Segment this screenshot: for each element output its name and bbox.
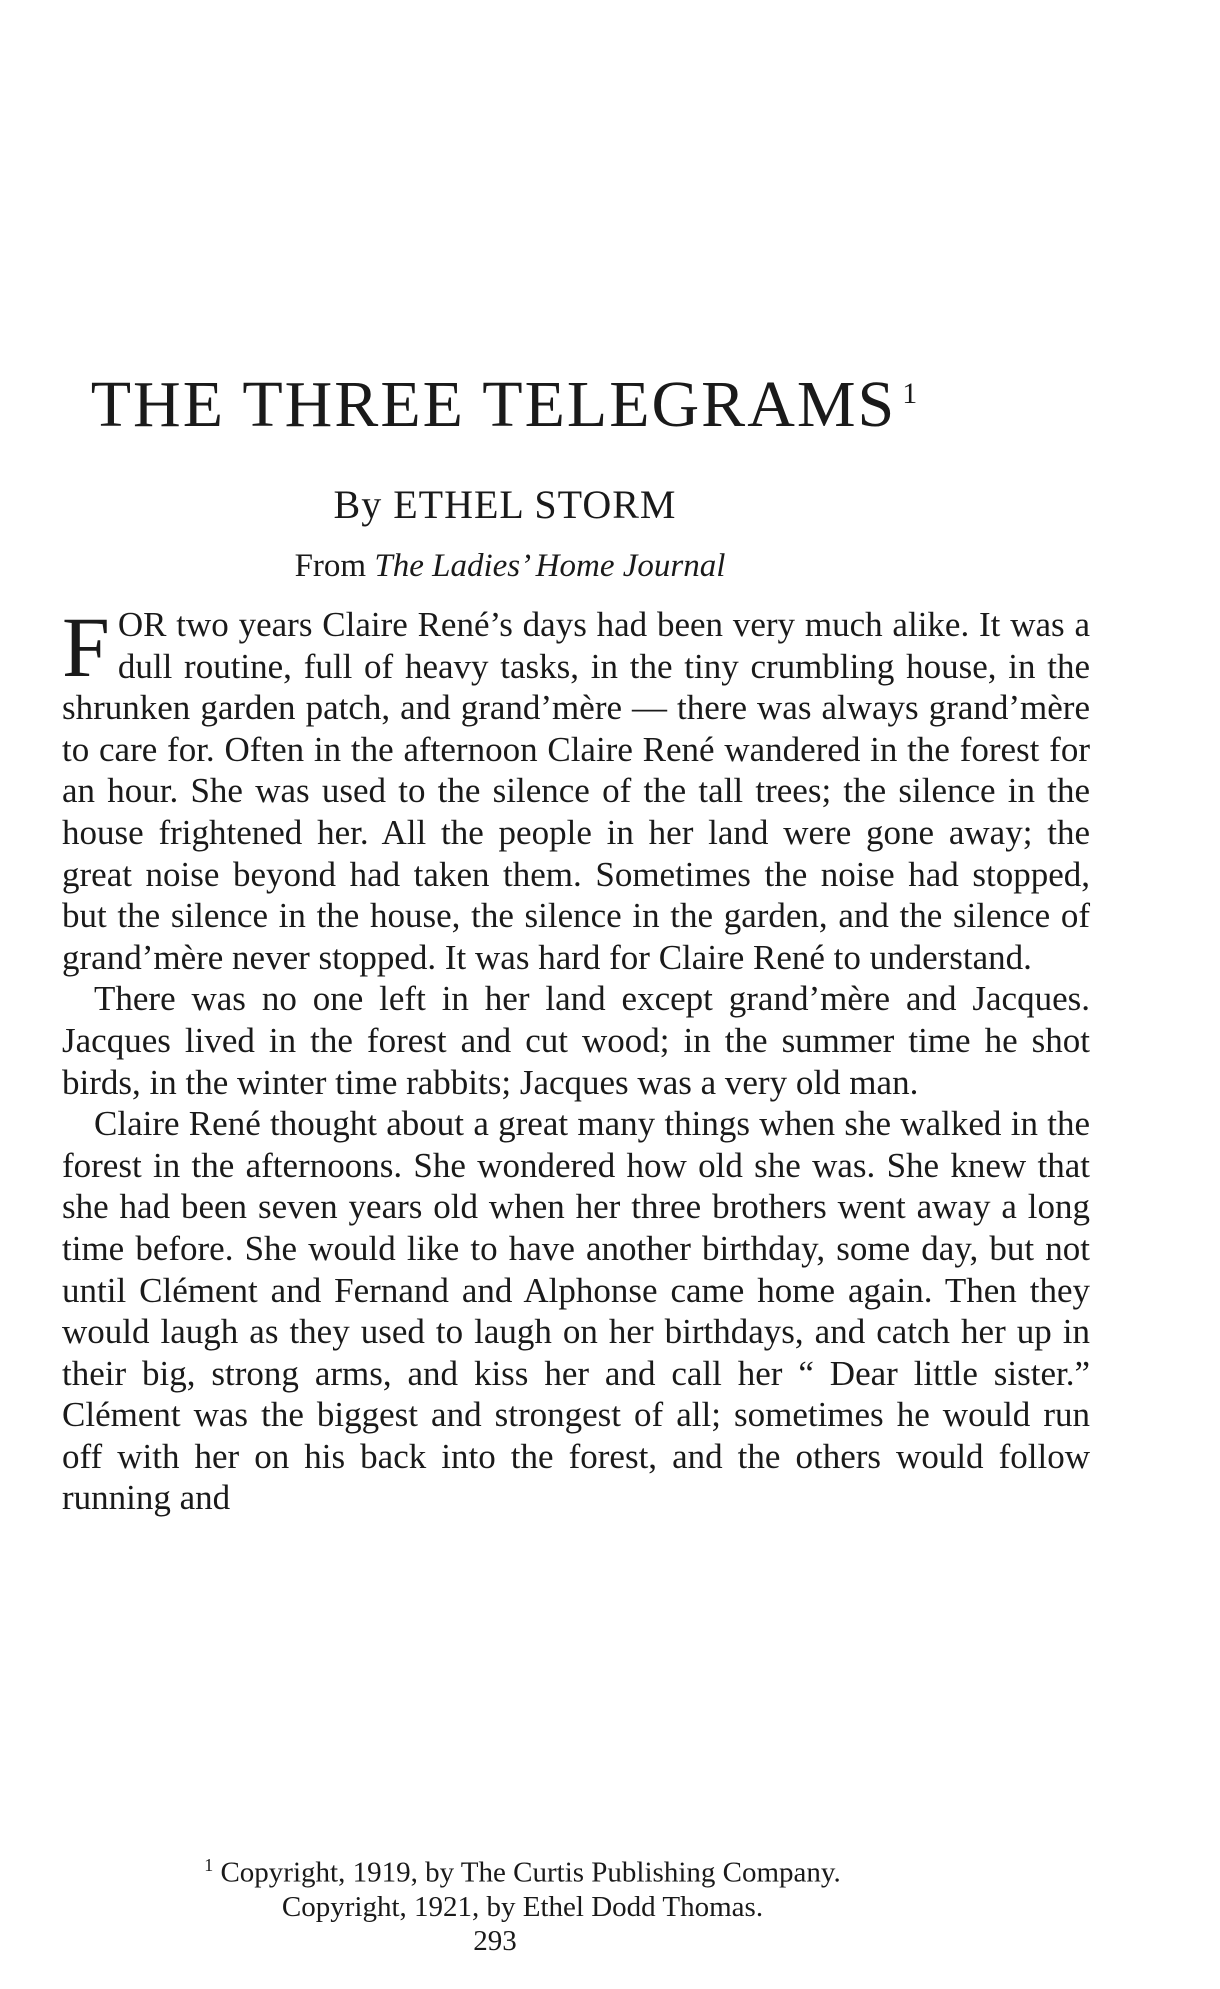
footnote-mark: 1 — [204, 1855, 214, 1875]
paragraph — [62, 599, 1090, 978]
story-title-text: THE THREE TELEGRAMS — [90, 368, 897, 441]
drop-cap: F — [62, 599, 110, 695]
page-number: 293 — [473, 1925, 517, 1957]
source-line — [0, 548, 1220, 585]
source-prefix: From — [294, 548, 367, 584]
footnote-line-1 — [0, 1848, 1045, 1890]
story-body — [62, 599, 1090, 1519]
source-publication: The Ladies’ Home Journal — [374, 548, 726, 584]
footnote-text-1: Copyright, 1919, by The Curtis Publishing Company. — [220, 1856, 841, 1889]
paragraph: Claire René thought about a great many things when she walked in the forest in the afternoons. She wondered how old she was. She knew that she had been seven years old when her three brothers went away a long time before. She would like to have another birthday, some day, but not until Clément and Fernand and Alphonse came home again. Then they would laugh as they used to laugh on her birthdays, and catch her up in their big, strong arms, and kiss her and call her “ Dear little sister.” Clément was the biggest and strongest of all; sometimes he would run off with her on his back into the forest, and the others would follow running and — [62, 1104, 1090, 1518]
paragraph: There was no one left in her land except grand’mère and Jacques. Jacques lived in the forest and cut wood; in the summer time he shot birds, in the winter time rabbits; Jacques was a very old man. — [62, 979, 1090, 1102]
byline-prefix: By — [333, 482, 383, 527]
byline — [0, 481, 1220, 528]
story-title — [0, 368, 1220, 441]
footnote — [0, 1848, 1220, 1924]
footnote-line-2: Copyright, 1921, by Ethel Dodd Thomas. — [281, 1890, 764, 1923]
paragraph-text: OR two years Claire René’s days had been very much alike. It was a dull routine, full of heavy tasks, in the tiny crumbling house, in the shrunken garden patch, and grand’mère — there was always grand’mère to care for. Often in the afternoon Claire René wandered in the forest for an hour. She was used to the silence of the tall trees; the silence in the house frightened her. All the people in her land were gone away; the great noise beyond had taken them. Sometimes the noise had stopped, but the silence in the house, the silence in the garden, and the silence of grand’mère never stopped. It was hard for Claire René to understand. — [62, 605, 1090, 977]
author-name: ETHEL STORM — [393, 482, 677, 527]
title-footnote-mark: 1 — [902, 377, 920, 410]
